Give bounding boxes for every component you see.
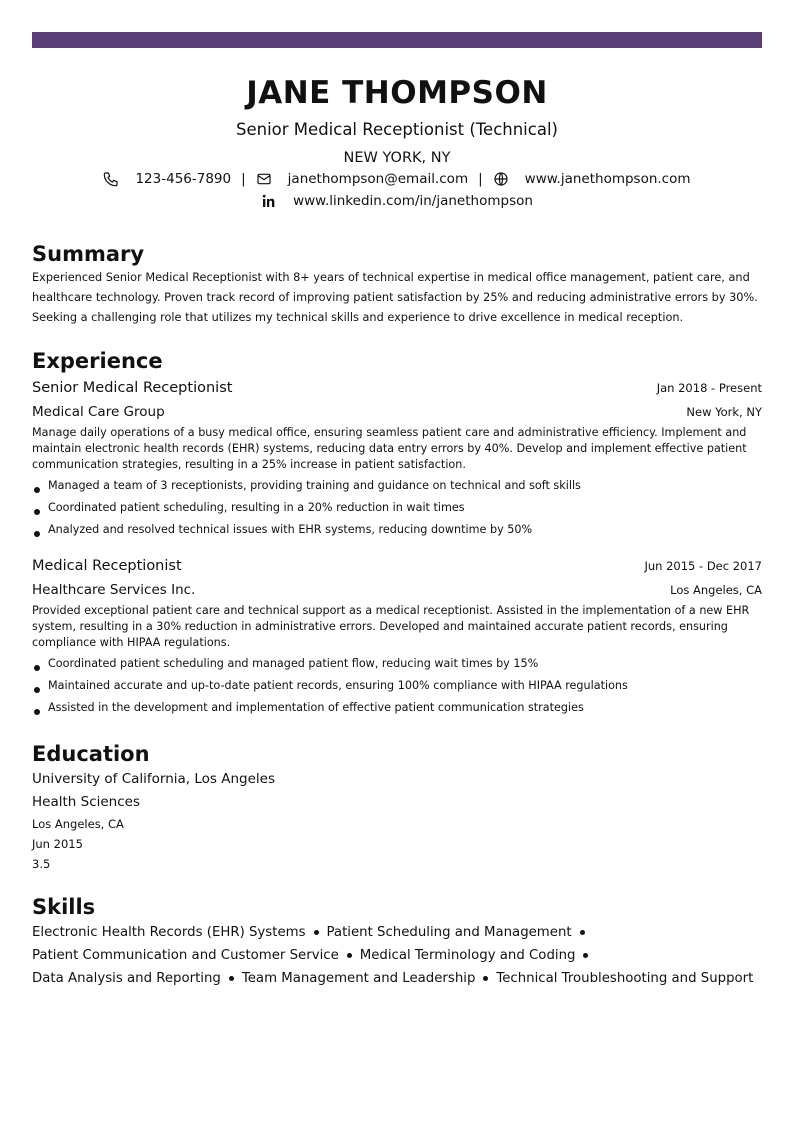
job-dates: Jan 2018 - Present: [656, 381, 762, 395]
job-entry: [32, 555, 762, 719]
job-entry: [32, 377, 762, 541]
job-description: Manage daily operations of a busy medical office, ensuring seamless patient care and administrative efficiency. Implement and maintain electronic health records (EHR) systems, reducing data entry errors by 40%. Develop and implement effective patient communication strategies, resulting in a 25% increase in patient satisfaction.: [32, 426, 747, 471]
summary-line: healthcare technology. Proven track record of improving patient satisfaction by 25% and reducing administrative errors by 30%.: [32, 291, 758, 304]
linkedin-icon: [261, 193, 277, 209]
field-of-study: Health Sciences: [32, 794, 140, 810]
list-item: Coordinated patient scheduling, resulting in a 20% reduction in wait times: [32, 497, 762, 519]
job-bullets: [32, 653, 762, 719]
accent-bar: [32, 32, 762, 48]
candidate-name: JANE THOMPSON: [246, 75, 548, 111]
mail-icon: [256, 171, 272, 187]
job-company-row: [32, 401, 762, 423]
skill-item: Patient Communication and Customer Service: [32, 948, 339, 963]
skills-line: [32, 944, 762, 967]
separator: |: [478, 171, 483, 187]
phone-contact: [103, 168, 231, 190]
linkedin-contact: [261, 190, 533, 212]
skills-line: [32, 921, 762, 944]
education-section: [32, 740, 762, 874]
job-title-headline: Senior Medical Receptionist (Technical): [236, 120, 558, 139]
school-name: University of California, Los Angeles: [32, 771, 276, 787]
job-description: Provided exceptional patient care and technical support as a medical receptionist. Assisted in the implementation of a new EHR system, resulting in a 30% reduction in administrative errors. Developed and maintained accurate patient records, ensuring compliance with HIPAA regulations.: [32, 604, 750, 649]
bullet-dot: [483, 976, 488, 981]
job-location: Los Angeles, CA: [670, 583, 762, 597]
linkedin-link[interactable]: www.linkedin.com/in/janethompson: [293, 193, 533, 209]
header: [32, 72, 762, 212]
separator: |: [241, 171, 246, 187]
company-name: Healthcare Services Inc.: [32, 582, 196, 598]
list-item: Coordinated patient scheduling and managed patient flow, reducing wait times by 15%: [32, 653, 762, 675]
education-heading: Education: [32, 742, 150, 766]
linkedin-row: [32, 190, 762, 212]
contact-row: [32, 168, 762, 190]
experience-heading: Experience: [32, 349, 163, 373]
website-contact: [493, 168, 691, 190]
job-header-row: [32, 555, 762, 577]
bullet-dot: [229, 976, 234, 981]
skill-item: Data Analysis and Reporting: [32, 971, 221, 986]
job-title: Medical Receptionist: [32, 558, 182, 574]
school-location: Los Angeles, CA: [32, 817, 124, 831]
website-link[interactable]: www.janethompson.com: [524, 171, 691, 187]
experience-section: [32, 347, 762, 719]
skill-item: Team Management and Leadership: [241, 971, 476, 986]
list-item: Assisted in the development and implementation of effective patient communication strategies: [32, 697, 762, 719]
bullet-dot: [314, 930, 319, 935]
skill-item: Medical Terminology and Coding: [359, 948, 576, 963]
phone-number[interactable]: 123-456-7890: [135, 171, 232, 187]
email-contact: [256, 168, 468, 190]
summary-heading: Summary: [32, 242, 145, 266]
candidate-location: NEW YORK, NY: [343, 150, 451, 166]
list-item: Analyzed and resolved technical issues with EHR systems, reducing downtime by 50%: [32, 519, 762, 541]
phone-icon: [103, 171, 119, 187]
bullet-dot: [580, 930, 585, 935]
bullet-dot: [347, 953, 352, 958]
list-item: Managed a team of 3 receptionists, providing training and guidance on technical and soft skills: [32, 475, 762, 497]
email-address[interactable]: janethompson@email.com: [287, 171, 469, 187]
summary-line: Experienced Senior Medical Receptionist with 8+ years of technical expertise in medical office management, patient care, and: [32, 271, 750, 284]
job-company-row: [32, 579, 762, 601]
skill-item: Patient Scheduling and Management: [326, 925, 572, 940]
skills-section: [32, 893, 762, 990]
skill-item: Technical Troubleshooting and Support: [496, 971, 754, 986]
summary-section: [32, 240, 762, 328]
skill-item: Electronic Health Records (EHR) Systems: [32, 925, 306, 940]
summary-line: Seeking a challenging role that utilizes my technical skills and experience to drive excellence in medical reception.: [32, 311, 684, 324]
globe-icon: [493, 171, 509, 187]
graduation-date: Jun 2015: [32, 837, 83, 851]
job-dates: Jun 2015 - Dec 2017: [644, 559, 762, 573]
skills-line: [32, 967, 762, 990]
job-header-row: [32, 377, 762, 399]
job-location: New York, NY: [686, 405, 762, 419]
job-title: Senior Medical Receptionist: [32, 380, 233, 396]
job-bullets: [32, 475, 762, 541]
gpa: 3.5: [32, 857, 51, 871]
skills-heading: Skills: [32, 895, 96, 919]
list-item: Maintained accurate and up-to-date patient records, ensuring 100% compliance with HIPAA regulations: [32, 675, 762, 697]
summary-text: [32, 268, 762, 328]
bullet-dot: [583, 953, 588, 958]
company-name: Medical Care Group: [32, 404, 165, 420]
